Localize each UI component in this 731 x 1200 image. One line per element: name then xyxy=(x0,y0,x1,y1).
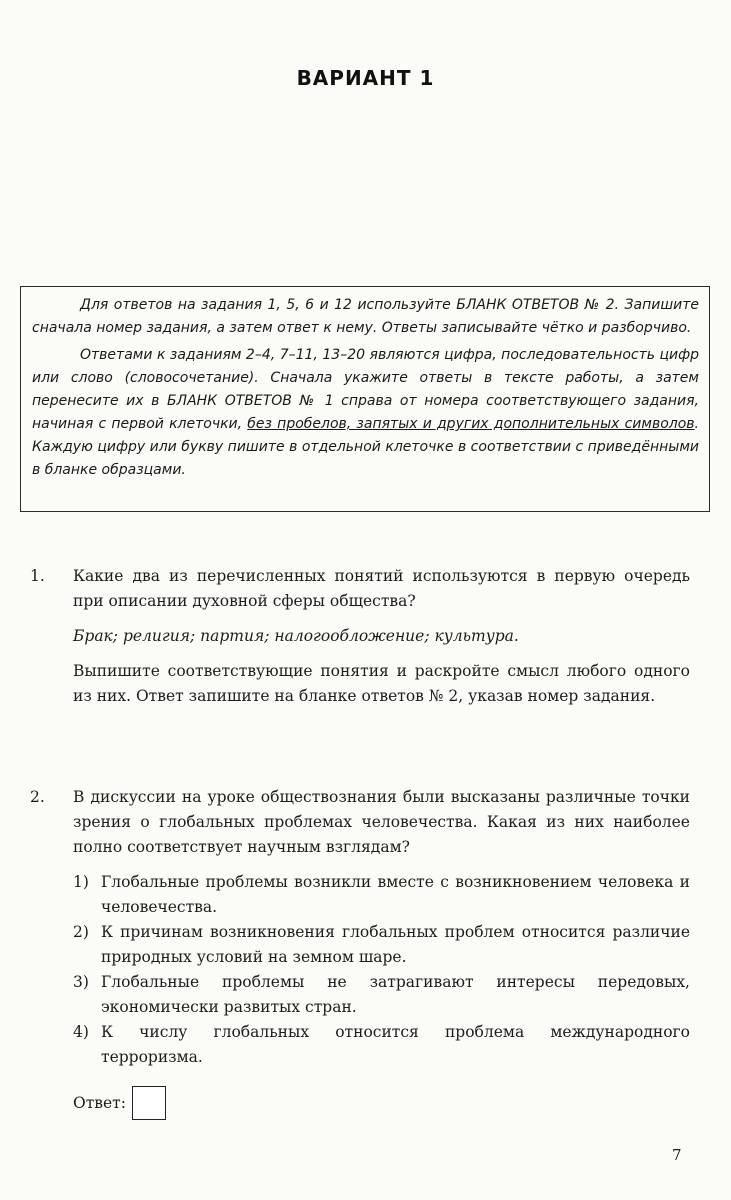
option-2 xyxy=(73,920,690,970)
question-2 xyxy=(30,785,690,1070)
option-3-number: 3) xyxy=(73,973,89,991)
option-2-number: 2) xyxy=(73,923,89,941)
question-1-task: Выпишите соответствующие понятия и раскройте смысл любого одного из них. Ответ запишите на бланке ответов № 2, указав номер задания. xyxy=(73,662,690,705)
question-1-terms: Брак; религия; партия; налогообложение; культура. xyxy=(73,627,519,645)
option-2-text: К причинам возникновения глобальных проблем относится различие природных условий на земном шаре. xyxy=(101,923,690,966)
question-1 xyxy=(30,564,690,709)
instructions-text-2-end: . Каждую цифру или букву пишите в отдельной клеточке в соответствии с приведёнными в бланке образцами. xyxy=(32,416,699,478)
instructions-text-2-start: Ответами к заданиям 2–4, 7–11, 13–20 являются цифра, последовательность цифр или слово (словосочетание). Сначала укажите ответы в тексте работы, а затем перенесите их в БЛАНК ОТВЕТОВ № 1 справа от номера соответствующего задания, начиная с первой клеточки, xyxy=(32,347,699,432)
question-1-number: 1. xyxy=(30,567,45,585)
option-4 xyxy=(73,1020,690,1070)
option-4-number: 4) xyxy=(73,1023,89,1041)
instructions-paragraph-2 xyxy=(32,344,699,482)
option-3-text: Глобальные проблемы не затрагивают интересы передовых, экономически развитых стран. xyxy=(101,973,690,1016)
option-1-number: 1) xyxy=(73,873,89,891)
instructions-text-1: Для ответов на задания 1, 5, 6 и 12 используйте БЛАНК ОТВЕТОВ № 2. Запишите сначала номер задания, а затем ответ к нему. Ответы записывайте чётко и разборчиво. xyxy=(32,297,699,336)
answer-label: Ответ: xyxy=(73,1094,126,1112)
instructions-underlined-text: без пробелов, запятых и других дополнительных символов xyxy=(247,416,695,432)
page-number: 7 xyxy=(672,1146,682,1164)
page-title: ВАРИАНТ 1 xyxy=(296,66,435,90)
question-2-number: 2. xyxy=(30,788,45,806)
option-4-text: К числу глобальных относится проблема международного терроризма. xyxy=(101,1023,690,1066)
answer-row xyxy=(73,1085,166,1120)
question-1-text: Какие два из перечисленных понятий используются в первую очередь при описании духовной сферы общества? xyxy=(73,567,690,610)
option-3 xyxy=(73,970,690,1020)
question-2-options xyxy=(73,870,690,1070)
instructions-box xyxy=(20,286,710,512)
answer-box[interactable] xyxy=(132,1086,166,1120)
instructions-paragraph-1 xyxy=(32,294,699,340)
option-1 xyxy=(73,870,690,920)
option-1-text: Глобальные проблемы возникли вместе с возникновением человека и человечества. xyxy=(101,873,690,916)
question-2-text: В дискуссии на уроке обществознания были высказаны различные точки зрения о глобальных проблемах человечества. Какая из них наиболее полно соответствует научным взглядам? xyxy=(73,788,690,856)
